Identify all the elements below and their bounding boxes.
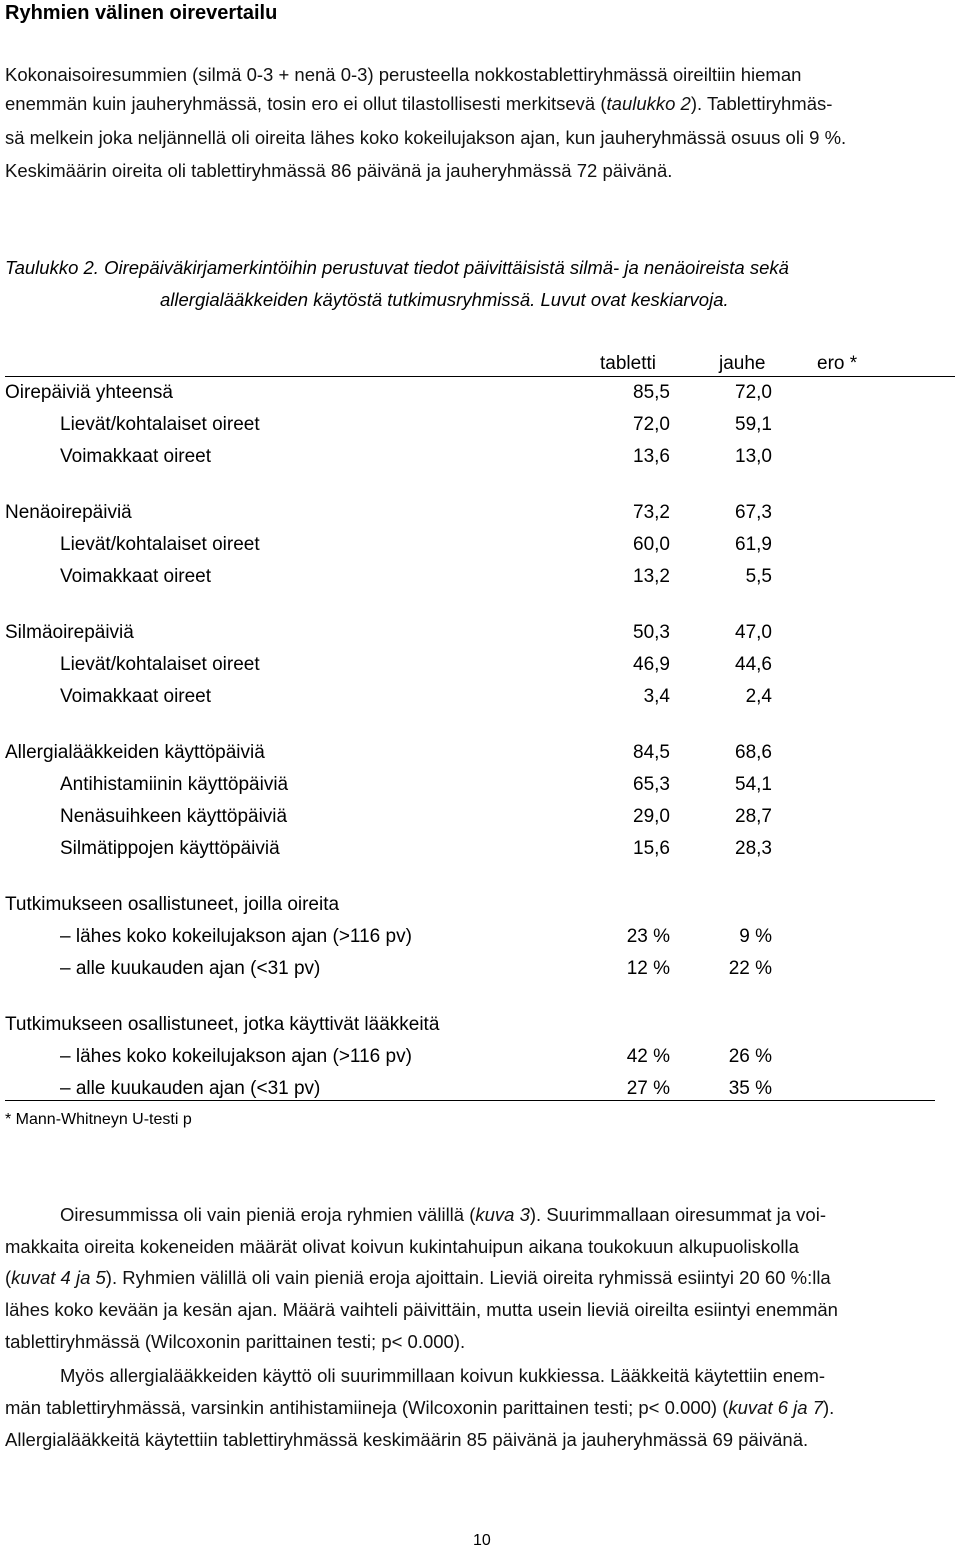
body-p2-line-2: män tablettiryhmässä, varsinkin antihistamiineja (Wilcoxonin parittainen testi; p< 0.000) (kuvat 6 ja 7).: [5, 1397, 835, 1418]
cell-tabletti: 13,6: [633, 446, 670, 467]
row-label: Silmäoirepäiviä: [5, 622, 134, 643]
cell-tabletti: 46,9: [633, 654, 670, 675]
cell-jauhe: 2,4: [745, 686, 772, 707]
cell-tabletti: 50,3: [633, 622, 670, 643]
figure-reference: kuva 3: [475, 1204, 530, 1225]
header-jauhe: jauhe: [719, 353, 766, 374]
row-label: Lievät/kohtalaiset oireet: [60, 414, 260, 435]
row-label: Allergialääkkeiden käyttöpäiviä: [5, 742, 265, 763]
cell-tabletti: 84,5: [633, 742, 670, 763]
cell-jauhe: 28,3: [735, 838, 772, 859]
cell-jauhe: 28,7: [735, 806, 772, 827]
table-footnote: * Mann-Whitneyn U-testi p: [5, 1111, 192, 1128]
row-label: Nenäoirepäiviä: [5, 502, 132, 523]
cell-tabletti: 42 %: [626, 1046, 670, 1067]
cell-jauhe: 72,0: [735, 382, 772, 403]
row-label: – alle kuukauden ajan (<31 pv): [60, 958, 321, 979]
row-label: – lähes koko kokeilujakson ajan (>116 pv): [60, 1046, 412, 1067]
cell-jauhe: 44,6: [735, 654, 772, 675]
cell-jauhe: 47,0: [735, 622, 772, 643]
cell-jauhe: 5,5: [745, 566, 772, 587]
body-p1-line-5: tablettiryhmässä (Wilcoxonin parittainen testi; p< 0.000).: [5, 1331, 466, 1352]
cell-tabletti: 23 %: [626, 926, 670, 947]
cell-tabletti: 65,3: [633, 774, 670, 795]
cell-tabletti: 12 %: [626, 958, 670, 979]
row-label: – alle kuukauden ajan (<31 pv): [60, 1078, 321, 1099]
row-label: Oirepäiviä yhteensä: [5, 382, 173, 403]
row-label: Silmätippojen käyttöpäiviä: [60, 838, 280, 859]
row-label: Voimakkaat oireet: [60, 446, 212, 467]
cell-tabletti: 3,4: [643, 686, 670, 707]
header-ero: ero *: [817, 353, 858, 374]
row-label: Voimakkaat oireet: [60, 686, 212, 707]
bottom-rule: [5, 1100, 935, 1101]
cell-tabletti: 73,2: [633, 502, 670, 523]
cell-tabletti: 15,6: [633, 838, 670, 859]
figure-reference: kuvat 4 ja 5: [11, 1267, 106, 1288]
row-label: Antihistamiinin käyttöpäiviä: [60, 774, 289, 795]
row-label: Lievät/kohtalaiset oireet: [60, 654, 260, 675]
cell-tabletti: 29,0: [633, 806, 670, 827]
body-p1-line-2: makkaita oireita kokeneiden määrät olivat koivun kukintahuipun aikana toukokuun alkupuoliskolla: [5, 1236, 799, 1257]
body-p1-line-4: lähes koko kevään ja kesän ajan. Määrä vaihteli päivittäin, mutta usein lieviä oireilta esiintyi enemmän: [5, 1299, 838, 1320]
body-p2-line-3: Allergialääkkeitä käytettiin tablettiryhmässä keskimäärin 85 päivänä ja jauheryhmässä 69 päivänä.: [5, 1429, 809, 1450]
cell-jauhe: 61,9: [735, 534, 772, 555]
row-label: – lähes koko kokeilujakson ajan (>116 pv): [60, 926, 412, 947]
cell-jauhe: 13,0: [735, 446, 772, 467]
row-label: Nenäsuihkeen käyttöpäiviä: [60, 806, 288, 827]
cell-tabletti: 72,0: [633, 414, 670, 435]
intro-line-4: Keskimäärin oireita oli tablettiryhmässä 86 päivänä ja jauheryhmässä 72 päivänä.: [5, 160, 673, 181]
page-number: 10: [473, 1532, 491, 1549]
body-p1-line-3: (kuvat 4 ja 5). Ryhmien välillä oli vain pieniä eroja ajoittain. Lieviä oireita ryhmissä esiintyi 20 60 %:lla: [5, 1267, 831, 1288]
row-label: Lievät/kohtalaiset oireet: [60, 534, 260, 555]
intro-line-3: sä melkein joka neljännellä oli oireita lähes koko kokeilujakson ajan, kun jauheryhmässä osuus oli 9 %.: [5, 127, 847, 148]
cell-jauhe: 59,1: [735, 414, 772, 435]
header-tabletti: tabletti: [600, 353, 656, 374]
body-p1-line-1: Oiresummissa oli vain pieniä eroja ryhmien välillä (kuva 3). Suurimmallaan oiresummat ja voi-: [60, 1204, 826, 1225]
cell-jauhe: 54,1: [735, 774, 772, 795]
table-reference: taulukko 2: [606, 93, 691, 114]
cell-tabletti: 85,5: [633, 382, 670, 403]
cell-jauhe: 68,6: [735, 742, 772, 763]
section-heading: Ryhmien välinen oirevertailu: [5, 2, 278, 24]
table-caption-line-1: Taulukko 2. Oirepäiväkirjamerkintöihin perustuvat tiedot päivittäisistä silmä- ja nenäoireista sekä: [5, 257, 789, 278]
cell-jauhe: 35 %: [728, 1078, 772, 1099]
intro-line-1: Kokonaisoiresummien (silmä 0-3 + nenä 0-3) perusteella nokkostablettiryhmässä oireiltiin hieman: [5, 64, 802, 85]
body-p2-line-1: Myös allergialääkkeiden käyttö oli suurimmillaan koivun kukkiessa. Lääkkeitä käytettiin enem-: [60, 1365, 826, 1386]
cell-tabletti: 60,0: [633, 534, 670, 555]
cell-jauhe: 9 %: [739, 926, 772, 947]
cell-jauhe: 67,3: [735, 502, 772, 523]
table-caption-line-2: allergialääkkeiden käytöstä tutkimusryhmissä. Luvut ovat keskiarvoja.: [160, 289, 729, 310]
cell-jauhe: 26 %: [728, 1046, 772, 1067]
cell-tabletti: 27 %: [626, 1078, 670, 1099]
figure-reference: kuvat 6 ja 7: [728, 1397, 823, 1418]
row-label: Tutkimukseen osallistuneet, joilla oireita: [5, 894, 340, 915]
cell-tabletti: 13,2: [633, 566, 670, 587]
row-label: Voimakkaat oireet: [60, 566, 212, 587]
intro-line-2: enemmän kuin jauheryhmässä, tosin ero ei ollut tilastollisesti merkitsevä (taulukko 2). Tablettiryhmäs-: [5, 93, 833, 114]
row-label: Tutkimukseen osallistuneet, jotka käyttivät lääkkeitä: [5, 1014, 440, 1035]
cell-jauhe: 22 %: [728, 958, 772, 979]
